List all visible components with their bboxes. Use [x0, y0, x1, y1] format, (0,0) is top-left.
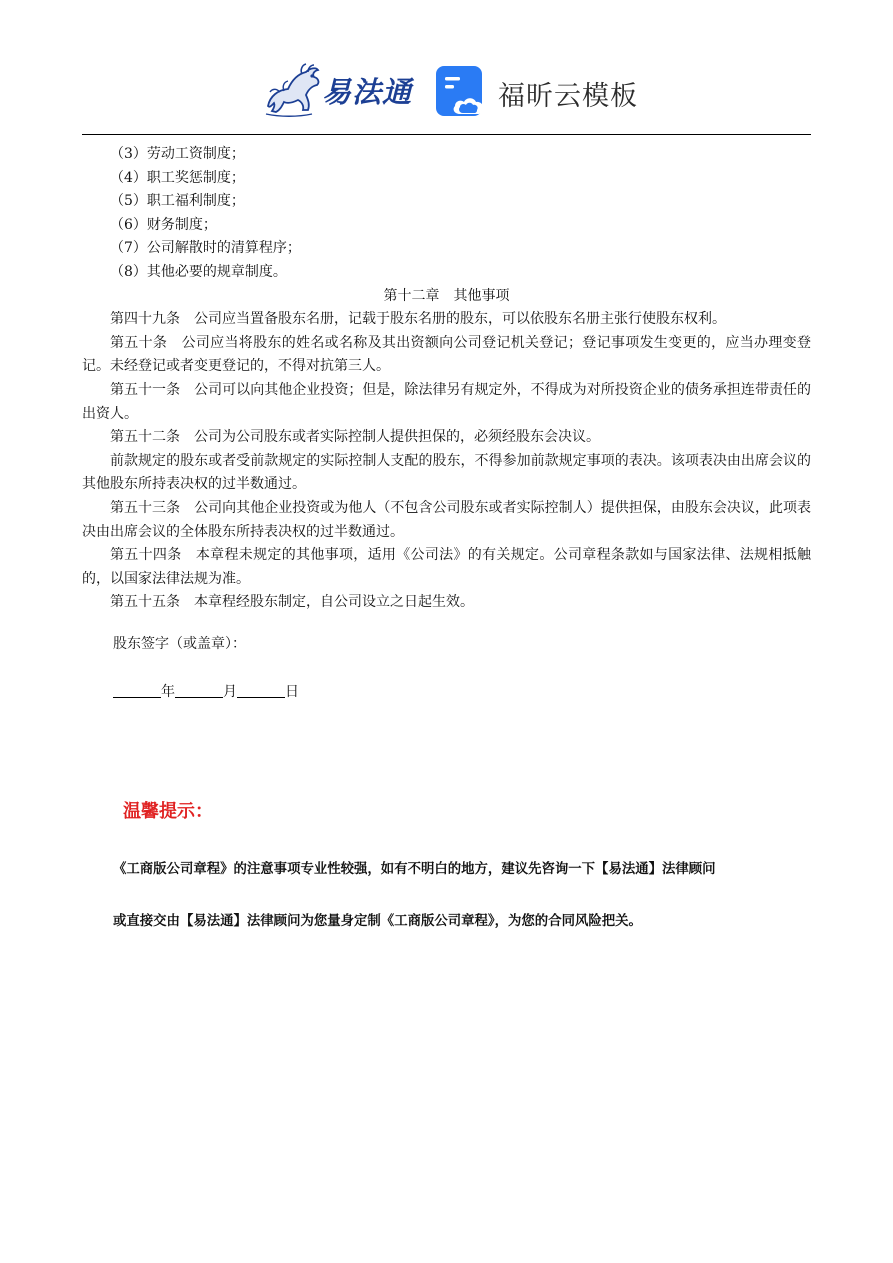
article-number: 第五十四条 [110, 547, 196, 564]
day-label: 日 [285, 684, 299, 700]
article-number: 第五十二条 [110, 429, 194, 446]
page-header [0, 0, 893, 136]
article-53 [82, 497, 811, 544]
yifatong-logo [262, 62, 417, 120]
cloud-document-icon [436, 66, 488, 118]
article-text: 前款规定的股东或者受前款规定的实际控制人支配的股东，不得参加前款规定事项的表决。该项表决由出席会议的其他股东所持表决权的过半数通过。 [82, 452, 811, 493]
article-text: 本章程经股东制定，自公司设立之日起生效。 [194, 594, 474, 611]
article-50 [82, 332, 811, 379]
article-text: 公司可以向其他企业投资；但是，除法律另有规定外，不得成为对所投资企业的债务承担连带责任的出资人。 [82, 381, 811, 422]
chapter-heading: 第十二章 其他事项 [383, 287, 510, 304]
article-number: 第四十九条 [110, 311, 194, 328]
article-52 [82, 426, 811, 450]
article-text: 公司应当置备股东名册，记载于股东名册的股东，可以依股东名册主张行使股东权利。 [194, 311, 726, 328]
tip-line-1: 《工商版公司章程》的注意事项专业性较强，如有不明白的地方，建议先咨询一下【易法通】法律顾问 [113, 862, 716, 877]
foxit-cloud-template-logo [436, 66, 636, 118]
article-51 [82, 379, 811, 426]
article-text: 公司为公司股东或者实际控制人提供担保的，必须经股东会决议。 [194, 429, 600, 446]
qilin-mascot-icon [262, 62, 324, 120]
article-text: 公司向其他企业投资或为他人（不包含公司股东或者实际控制人）提供担保，由股东会决议，此项表决由出席会议的全体股东所持表决权的过半数通过。 [82, 499, 811, 540]
list-item: （8）其他必要的规章制度。 [110, 263, 287, 280]
tip-line-2: 或直接交由【易法通】法律顾问为您量身定制《工商版公司章程》，为您的合同风险把关。 [113, 914, 642, 929]
tip-title: 温馨提示： [123, 801, 213, 822]
article-52-paragraph-2 [82, 450, 811, 497]
month-label: 月 [223, 684, 237, 700]
article-number: 第五十条 [110, 334, 182, 351]
logo-left-text: 易法通 [322, 75, 413, 109]
signature-label: 股东签字（或盖章）： [113, 636, 246, 652]
article-number: 第五十一条 [110, 381, 195, 398]
list-item: （3）劳动工资制度； [110, 146, 245, 162]
list-item: （6）财务制度； [110, 216, 217, 233]
article-55 [82, 591, 811, 615]
year-label: 年 [161, 684, 175, 700]
list-item: （5）职工福利制度； [110, 193, 245, 210]
article-number: 第五十三条 [110, 499, 195, 516]
article-text: 公司应当将股东的姓名或名称及其出资额向公司登记机关登记；登记事项发生变更的，应当办理变登记。未经登记或者变更登记的，不得对抗第三人。 [82, 334, 811, 375]
list-item: （7）公司解散时的清算程序； [110, 240, 301, 257]
date-line [113, 681, 299, 701]
article-49 [82, 308, 811, 332]
day-blank [237, 683, 285, 698]
article-number: 第五十五条 [110, 594, 194, 611]
article-54 [82, 544, 811, 591]
logo-right-text: 福昕云模板 [498, 81, 638, 112]
header-divider [82, 134, 811, 135]
month-blank [175, 683, 223, 698]
year-blank [113, 683, 161, 698]
article-text: 本章程未规定的其他事项，适用《公司法》的有关规定。公司章程条款如与国家法律、法规相抵触的，以国家法律法规为准。 [82, 547, 811, 587]
document-body [82, 143, 811, 615]
list-item: （4）职工奖惩制度； [110, 169, 245, 186]
